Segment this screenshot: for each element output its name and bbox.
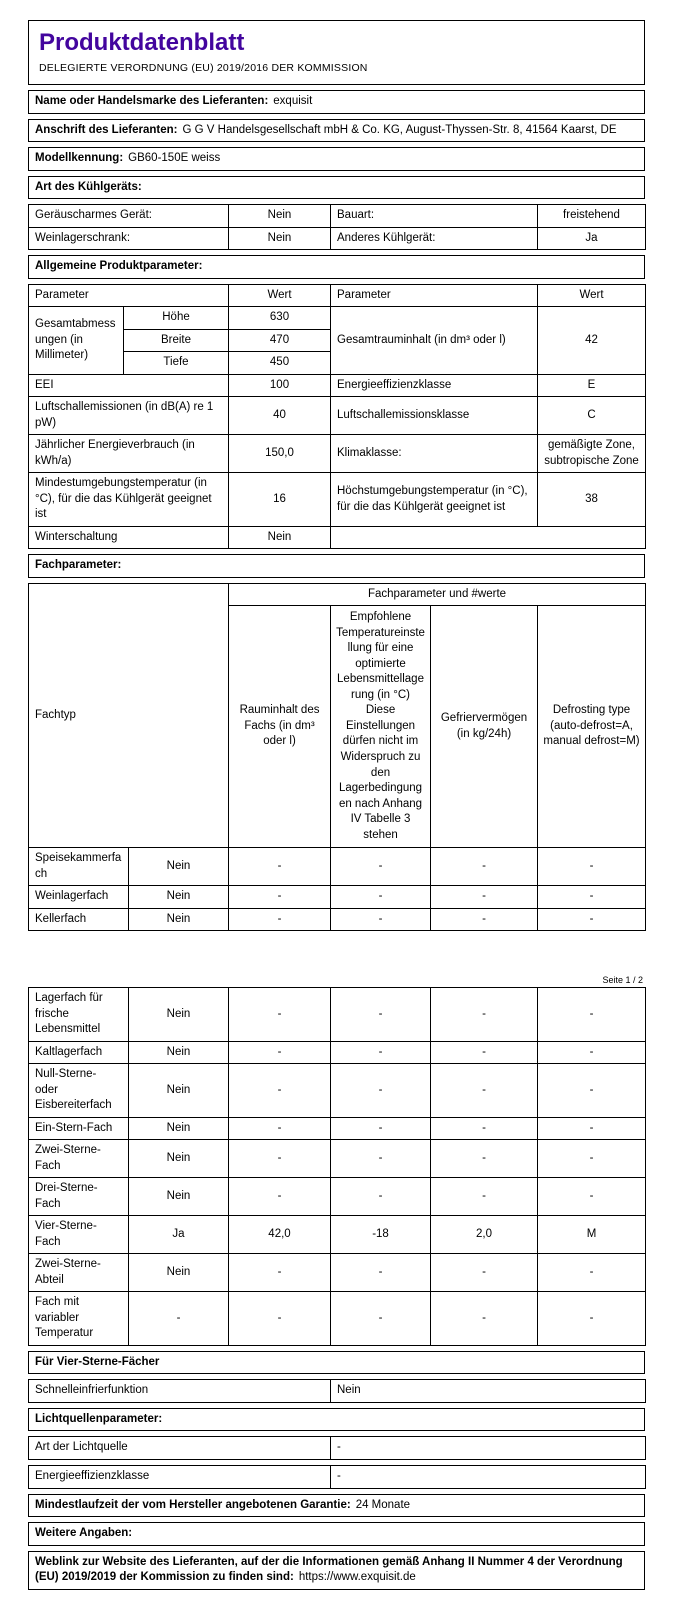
- compartment-row-four-star: [29, 1216, 646, 1254]
- model-row: [29, 148, 645, 171]
- warranty-value: 24 Monate: [355, 1498, 411, 1511]
- title-block: [28, 20, 645, 85]
- quick-freeze-label: Schnelleinfrierfunktion: [29, 1380, 331, 1403]
- compartment-volume: -: [229, 988, 331, 1042]
- depth-value: 450: [229, 352, 331, 375]
- compartment-present: Nein: [129, 1178, 229, 1216]
- total-volume-label: Gesamtrauminhalt (in dm³ oder l): [331, 307, 538, 375]
- compartment-row: [29, 1254, 646, 1292]
- max-temp-label: Höchstumgebungstemperatur (in °C), für die das Kühlgerät geeignet ist: [331, 473, 538, 527]
- model-table: [28, 147, 645, 171]
- compartment-temp: -: [331, 988, 431, 1042]
- col-header-freezing-capacity: Gefriervermögen (in kg/24h): [431, 606, 538, 848]
- fachtyp-header: Fachtyp: [29, 583, 229, 847]
- general-table: [28, 284, 646, 550]
- supplier-name-cell: [29, 91, 645, 114]
- light-energy-class-row: [29, 1466, 646, 1489]
- compartment-defrost: -: [538, 1117, 646, 1140]
- compartment-type: Speisekammerfach: [29, 848, 129, 886]
- compartment-type: Ein-Stern-Fach: [29, 1117, 129, 1140]
- general-header-row: [29, 284, 646, 307]
- quick-freeze-row: [29, 1380, 646, 1403]
- compartment-temp: -: [331, 1117, 431, 1140]
- supplier-name-row: [29, 91, 645, 114]
- compartment-temp: -: [331, 1140, 431, 1178]
- compartment-freeze: -: [431, 886, 538, 909]
- compartment-present: Nein: [129, 988, 229, 1042]
- compartment-freeze: -: [431, 1178, 538, 1216]
- light-source-type-label: Art der Lichtquelle: [29, 1437, 331, 1460]
- compartment-temp: -: [331, 1064, 431, 1118]
- noise-class-label: Luftschallemissionsklasse: [331, 397, 538, 435]
- compartment-type: Drei-Sterne-Fach: [29, 1178, 129, 1216]
- empty-cell: [331, 526, 646, 549]
- compartment-present: Nein: [129, 886, 229, 909]
- energy-class-value: E: [538, 374, 646, 397]
- energy-consumption-row: [29, 435, 646, 473]
- compartment-temp: -: [331, 1178, 431, 1216]
- compartment-temp: -: [331, 1041, 431, 1064]
- col-header-volume: Rauminhalt des Fachs (in dm³ oder l): [229, 606, 331, 848]
- compartment-temp: -: [331, 1292, 431, 1346]
- compartment-temp: -: [331, 908, 431, 931]
- page-subtitle: DELEGIERTE VERORDNUNG (EU) 2019/2016 DER KOMMISSION: [39, 62, 368, 74]
- compartment-present: Nein: [129, 1140, 229, 1178]
- warranty-cell: [29, 1494, 645, 1517]
- other-appliance-label: Anderes Kühlgerät:: [331, 227, 538, 250]
- ambient-temperature-row: [29, 473, 646, 527]
- compartment-defrost: -: [538, 1292, 646, 1346]
- compartment-group-header-row: [29, 583, 646, 606]
- compartment-row: [29, 1178, 646, 1216]
- compartment-freeze: 2,0: [431, 1216, 538, 1254]
- annual-energy-value: 150,0: [229, 435, 331, 473]
- compartment-defrost: M: [538, 1216, 646, 1254]
- compartment-present: Nein: [129, 1064, 229, 1118]
- compartment-row: [29, 908, 646, 931]
- general-section-header: Allgemeine Produktparameter:: [29, 256, 645, 279]
- col-header-defrost-type: Defrosting type (auto-defrost=A, manual defrost=M): [538, 606, 646, 848]
- col-header-temperature: Empfohlene Temperatureinstellung für eine optimierte Lebensmittellagerung (in °C) Diese Einstellungen dürfen nicht im Widerspruch zu den Lagerbedingungen nach Anhang IV Tabelle 3 stehen: [331, 606, 431, 848]
- compartment-temp: -18: [331, 1216, 431, 1254]
- compartment-freeze: -: [431, 1254, 538, 1292]
- model-label: Modellkennung:: [35, 152, 124, 165]
- compartment-volume: -: [229, 1254, 331, 1292]
- light-energy-class-value: -: [331, 1466, 646, 1489]
- total-volume-value: 42: [538, 307, 646, 375]
- compartment-type: Zwei-Sterne-Abteil: [29, 1254, 129, 1292]
- noise-class-value: C: [538, 397, 646, 435]
- height-label: Höhe: [124, 307, 229, 330]
- compartment-row: [29, 1064, 646, 1118]
- climate-class-label: Klimaklasse:: [331, 435, 538, 473]
- winter-setting-value: Nein: [229, 526, 331, 549]
- compartment-volume: -: [229, 908, 331, 931]
- noise-label: Luftschallemissionen (in dB(A) re 1 pW): [29, 397, 229, 435]
- compartment-type: Kellerfach: [29, 908, 129, 931]
- supplier-name-table: [28, 90, 645, 114]
- light-source-type-row: [29, 1437, 646, 1460]
- compartment-temp: -: [331, 1254, 431, 1292]
- height-value: 630: [229, 307, 331, 330]
- compartment-row: [29, 1041, 646, 1064]
- compartment-row: [29, 1140, 646, 1178]
- compartment-present: -: [129, 1292, 229, 1346]
- compartment-freeze: -: [431, 1140, 538, 1178]
- other-appliance-value: Ja: [538, 227, 646, 250]
- warranty-label: Mindestlaufzeit der vom Hersteller angebotenen Garantie:: [35, 1498, 351, 1511]
- compartment-row: [29, 1117, 646, 1140]
- compartment-freeze: -: [431, 908, 538, 931]
- quiet-appliance-value: Nein: [229, 205, 331, 228]
- compartment-volume: -: [229, 1178, 331, 1216]
- compartment-defrost: -: [538, 1140, 646, 1178]
- compartment-volume: -: [229, 1064, 331, 1118]
- compartment-type: Null-Sterne- oder Eisbereiterfach: [29, 1064, 129, 1118]
- compartment-defrost: -: [538, 1064, 646, 1118]
- compartment-volume: -: [229, 1117, 331, 1140]
- quick-freeze-table: [28, 1379, 646, 1403]
- compartment-section-header-table: [28, 554, 645, 578]
- compartment-freeze: -: [431, 1117, 538, 1140]
- four-star-section-header: Für Vier-Sterne-Fächer: [29, 1351, 645, 1374]
- light-section-header-table: [28, 1408, 645, 1432]
- compartment-table-page1: [28, 583, 646, 931]
- light-source-type-value: -: [331, 1437, 646, 1460]
- supplier-name-value: exquisit: [273, 95, 313, 107]
- more-section-header-table: [28, 1522, 645, 1546]
- compartment-type: Weinlagerfach: [29, 886, 129, 909]
- compartment-volume: 42,0: [229, 1216, 331, 1254]
- width-value: 470: [229, 329, 331, 352]
- light-energy-class-label: Energieeffizienzklasse: [29, 1466, 331, 1489]
- compartment-defrost: -: [538, 1041, 646, 1064]
- page-title: Produktdatenblatt: [39, 29, 245, 56]
- compartment-defrost: -: [538, 908, 646, 931]
- light-section-header: Lichtquellenparameter:: [29, 1408, 645, 1431]
- noise-value: 40: [229, 397, 331, 435]
- more-section-header: Weitere Angaben:: [29, 1523, 645, 1546]
- col-header-wert-right: Wert: [538, 284, 646, 307]
- compartment-volume: -: [229, 1140, 331, 1178]
- compartment-volume: -: [229, 1041, 331, 1064]
- eei-row: [29, 374, 646, 397]
- min-temp-value: 16: [229, 473, 331, 527]
- type-section-header-table: [28, 176, 645, 200]
- compartment-type: Fach mit variabler Temperatur: [29, 1292, 129, 1346]
- annual-energy-label: Jährlicher Energieverbrauch (in kWh/a): [29, 435, 229, 473]
- compartment-volume: -: [229, 848, 331, 886]
- compartment-defrost: -: [538, 1178, 646, 1216]
- type-table: [28, 204, 646, 250]
- type-row: [29, 227, 646, 250]
- supplier-weblink[interactable]: https://www.exquisit.de: [298, 1571, 416, 1584]
- compartment-freeze: -: [431, 848, 538, 886]
- min-temp-label: Mindestumgebungstemperatur (in °C), für die das Kühlgerät geeignet ist: [29, 473, 229, 527]
- compartment-group-header: Fachparameter und #werte: [229, 583, 646, 606]
- compartment-defrost: -: [538, 886, 646, 909]
- quick-freeze-value: Nein: [331, 1380, 646, 1403]
- eei-label: EEI: [29, 374, 229, 397]
- col-header-parameter-left: Parameter: [29, 284, 229, 307]
- compartment-row: [29, 848, 646, 886]
- compartment-table-page2: [28, 987, 646, 1346]
- supplier-address-table: [28, 119, 645, 143]
- design-label: Bauart:: [331, 205, 538, 228]
- supplier-address-cell: [29, 119, 645, 142]
- winter-setting-label: Winterschaltung: [29, 526, 229, 549]
- compartment-type: Lagerfach für frische Lebensmittel: [29, 988, 129, 1042]
- page-indicator: Seite 1 / 2: [602, 975, 643, 986]
- climate-class-value: gemäßigte Zone, subtropische Zone: [538, 435, 646, 473]
- col-header-parameter-right: Parameter: [331, 284, 538, 307]
- compartment-present: Nein: [129, 908, 229, 931]
- compartment-freeze: -: [431, 988, 538, 1042]
- col-header-wert-left: Wert: [229, 284, 331, 307]
- noise-row: [29, 397, 646, 435]
- energy-class-label: Energieeffizienzklasse: [331, 374, 538, 397]
- supplier-address-value: G G V Handelsgesellschaft mbH & Co. KG, August-Thyssen-Str. 8, 41564 Kaarst, DE: [182, 123, 617, 136]
- weblink-label: Weblink zur Website des Lieferanten, auf der die Informationen gemäß Anhang II Nummer 4 der Verordnung (EU) 2019/2019 der Kommission zu finden sind:: [35, 1555, 623, 1584]
- width-label: Breite: [124, 329, 229, 352]
- compartment-present: Ja: [129, 1216, 229, 1254]
- four-star-header-table: [28, 1351, 645, 1375]
- supplier-address-row: [29, 119, 645, 142]
- compartment-row: [29, 886, 646, 909]
- weblink-cell: [29, 1551, 645, 1589]
- dimensions-label: Gesamtabmessungen (in Millimeter): [29, 307, 124, 375]
- compartment-defrost: -: [538, 988, 646, 1042]
- compartment-row: [29, 988, 646, 1042]
- general-section-header-table: [28, 255, 645, 279]
- compartment-present: Nein: [129, 1041, 229, 1064]
- weblink-row: [29, 1551, 645, 1589]
- supplier-name-label: Name oder Handelsmarke des Lieferanten:: [35, 95, 269, 107]
- model-cell: [29, 148, 645, 171]
- wine-storage-label: Weinlagerschrank:: [29, 227, 229, 250]
- compartment-freeze: -: [431, 1292, 538, 1346]
- compartment-volume: -: [229, 886, 331, 909]
- warranty-row: [29, 1494, 645, 1517]
- compartment-temp: -: [331, 848, 431, 886]
- compartment-section-header: Fachparameter:: [29, 555, 645, 578]
- compartment-defrost: -: [538, 848, 646, 886]
- depth-label: Tiefe: [124, 352, 229, 375]
- dimensions-row: [29, 307, 646, 330]
- compartment-volume: -: [229, 1292, 331, 1346]
- compartment-temp: -: [331, 886, 431, 909]
- compartment-present: Nein: [129, 1254, 229, 1292]
- wine-storage-value: Nein: [229, 227, 331, 250]
- model-value: GB60-150E weiss: [128, 152, 221, 165]
- light-energy-class-table: [28, 1465, 646, 1489]
- compartment-freeze: -: [431, 1064, 538, 1118]
- compartment-type: Zwei-Sterne-Fach: [29, 1140, 129, 1178]
- compartment-type: Kaltlagerfach: [29, 1041, 129, 1064]
- compartment-present: Nein: [129, 848, 229, 886]
- light-source-type-table: [28, 1436, 646, 1460]
- type-section-header: Art des Kühlgeräts:: [29, 176, 645, 199]
- compartment-row: [29, 1292, 646, 1346]
- weblink-table: [28, 1551, 645, 1590]
- type-row: [29, 205, 646, 228]
- eei-value: 100: [229, 374, 331, 397]
- compartment-freeze: -: [431, 1041, 538, 1064]
- compartment-present: Nein: [129, 1117, 229, 1140]
- design-value: freistehend: [538, 205, 646, 228]
- quiet-appliance-label: Geräuscharmes Gerät:: [29, 205, 229, 228]
- compartment-type: Vier-Sterne-Fach: [29, 1216, 129, 1254]
- warranty-table: [28, 1494, 645, 1518]
- compartment-defrost: -: [538, 1254, 646, 1292]
- winter-setting-row: [29, 526, 646, 549]
- supplier-address-label: Anschrift des Lieferanten:: [35, 123, 178, 136]
- max-temp-value: 38: [538, 473, 646, 527]
